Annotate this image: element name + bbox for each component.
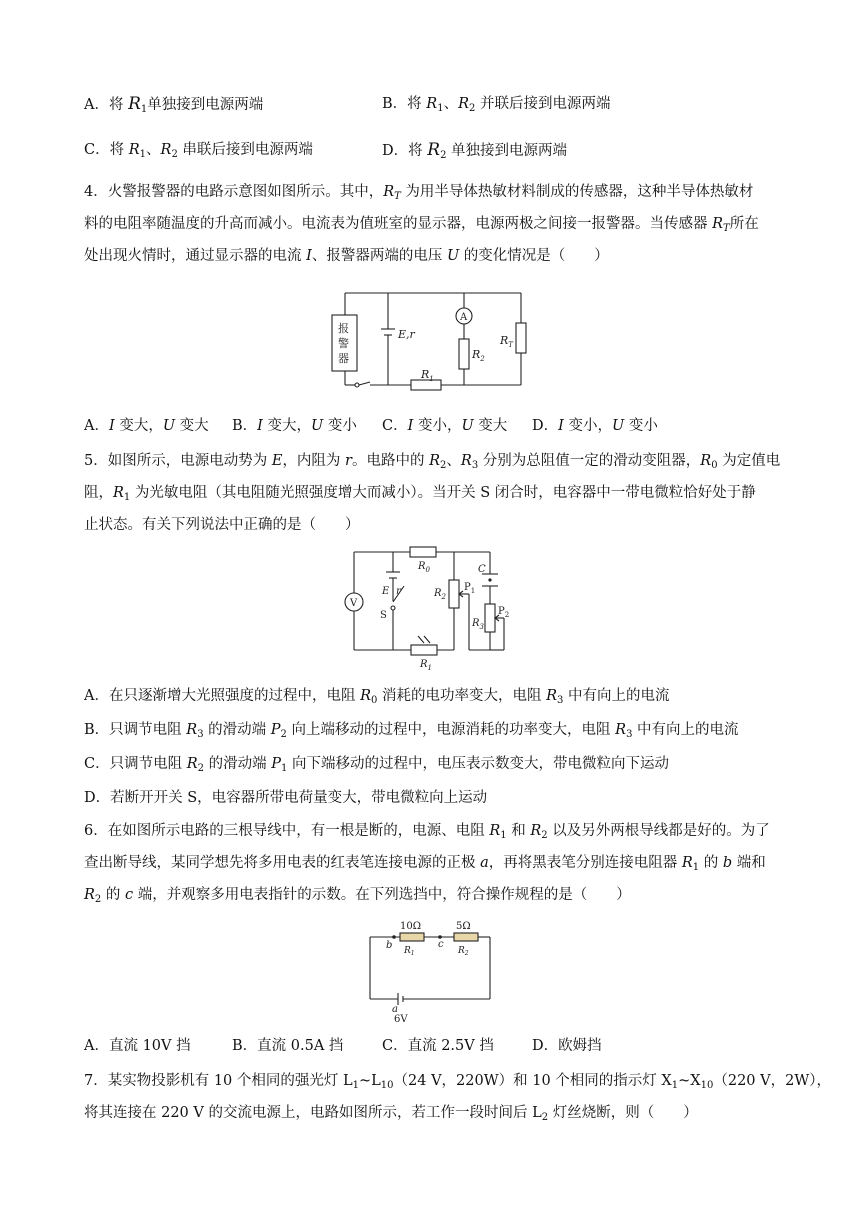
- p1-label: $P_1$: [464, 582, 476, 595]
- node-c-label: c: [438, 939, 444, 950]
- switch-label: S: [380, 610, 387, 621]
- q5-option-a[interactable]: A．在只逐渐增大光照强度的过程中，电阻 $R_0$ 消耗的电功率变大，电阻 $R_3$ 中有向上的电流: [84, 688, 670, 706]
- q4-option-b[interactable]: B．I 变大，U 变小: [232, 418, 357, 434]
- node-a-label: a: [392, 1004, 398, 1015]
- r2-value-label: 5Ω: [456, 921, 471, 932]
- q6-text-line-2: 查出断导线，某同学想先将多用电表的红表笔连接电源的正极 a，再将黑表笔分别连接电阻器 $R_1$ 的 b 端和: [84, 855, 766, 873]
- alarm-label-2: 警: [338, 337, 349, 350]
- rt-label: $R_T$: [500, 334, 513, 349]
- r1-value-label: 10Ω: [400, 921, 422, 932]
- q4-text-line-1: 4．火警报警器的电路示意图如图所示。其中，$R_T$ 为用半导体热敏材料制成的传感器，这种半导体热敏材: [84, 184, 754, 202]
- q4-option-a[interactable]: A．I 变大，U 变大: [84, 418, 209, 434]
- q6-text-line-3: $R_2$ 的 c 端，并观察多用电表指针的示数。在下列选挡中，符合操作规程的是（ ）: [84, 887, 631, 905]
- alarm-label-3: 器: [338, 352, 349, 365]
- q6-option-d[interactable]: D．欧姆挡: [532, 1038, 602, 1054]
- r1-label: $R_1$: [420, 659, 432, 671]
- q5-option-b[interactable]: B．只调节电阻 $R_3$ 的滑动端 $P_2$ 向上端移动的过程中，电源消耗的功率变大，电阻 $R_3$ 中有向上的电流: [84, 722, 739, 740]
- q6-circuit-diagram: [362, 917, 498, 1023]
- q7-text-line-1: 7．某实物投影机有 10 个相同的强光灯 $L_1\sim L_{10}(24$ V，220W）和 10 个相同的指示灯 $X_1\sim X_{10}(220$ V，2W），: [84, 1073, 831, 1091]
- emf-label: E: [382, 586, 390, 597]
- r0-label: $R_0$: [418, 561, 430, 574]
- q4-option-d[interactable]: D．I 变小，U 变小: [532, 418, 658, 434]
- q4-text-line-2: 料的电阻率随温度的升高而减小。电流表为值班室的显示器，电源两极之间接一报警器。当传感器 $R_T$所在: [84, 216, 759, 234]
- ammeter-label: A: [460, 312, 468, 323]
- q4-text-line-3: 处出现火情时，通过显示器的电流 I、报警器两端的电压 U 的变化情况是（ ）: [84, 248, 609, 264]
- q6-option-c[interactable]: C．直流 2.5V 挡: [382, 1038, 494, 1054]
- r2-label: $R_2$: [472, 348, 485, 363]
- q5-circuit-diagram: [338, 546, 520, 671]
- source-voltage-label: 6V: [394, 1014, 408, 1023]
- r3-label: $R_3$: [472, 618, 484, 631]
- node-b-label: b: [386, 940, 393, 951]
- q5-option-c[interactable]: C．只调节电阻 $R_2$ 的滑动端 $P_1$ 向下端移动的过程中，电压表示数变大，带电微粒向下运动: [84, 756, 669, 774]
- q5-text-line-1: 5．如图所示，电源电动势为 E，内阻为 r。电路中的 $R_2$、$R_3$ 分别为总阻值一定的滑动变阻器，$R_0$ 为定值电: [84, 453, 781, 471]
- r1-label: $R_1$: [404, 946, 415, 957]
- voltmeter-label: V: [350, 598, 358, 609]
- q3-option-b[interactable]: B．将 $R_1$、$R_2$ 并联后接到电源两端: [382, 96, 611, 114]
- q7-text-line-2: 将其连接在 220 V 的交流电源上，电路如图所示，若工作一段时间后 $L_2$ 灯丝烧断，则（ ）: [84, 1105, 698, 1123]
- internal-r-label: r: [396, 586, 401, 597]
- q3-option-d[interactable]: D．将 $R_2$ 单独接到电源两端: [382, 140, 568, 161]
- q6-option-a[interactable]: A．直流 10V 挡: [84, 1038, 191, 1054]
- q5-text-line-3: 止状态。有关下列说法中正确的是（ ）: [84, 517, 360, 533]
- q4-circuit-diagram: [320, 285, 540, 395]
- q3-option-c[interactable]: C．将 $R_1$、$R_2$ 串联后接到电源两端: [84, 142, 313, 160]
- q5-option-d[interactable]: D．若断开开关 S，电容器所带电荷量变大，带电微粒向上运动: [84, 790, 488, 806]
- source-label: E,r: [398, 328, 415, 341]
- q6-text-line-1: 6．在如图所示电路的三根导线中，有一根是断的，电源、电阻 $R_1$ 和 $R_2$ 以及另外两根导线都是好的。为了: [84, 823, 770, 841]
- q4-option-c[interactable]: C．I 变小，U 变大: [382, 418, 508, 434]
- capacitor-label: C: [478, 564, 486, 575]
- alarm-label-1: 报: [338, 322, 349, 335]
- q5-text-line-2: 阻，$R_1$ 为光敏电阻（其电阻随光照强度增大而减小）。当开关 S 闭合时，电容器中一带电微粒恰好处于静: [84, 485, 756, 503]
- q3-option-a[interactable]: A．将 $R_1$单独接到电源两端: [84, 94, 264, 115]
- p2-label: $P_2$: [498, 606, 510, 619]
- r2-label: $R_2$: [434, 588, 446, 601]
- node-b: [392, 935, 396, 939]
- q6-option-b[interactable]: B．直流 0.5A 挡: [232, 1038, 344, 1054]
- r2-label: $R_2$: [458, 946, 469, 957]
- r1-label: $R_1$: [421, 368, 434, 383]
